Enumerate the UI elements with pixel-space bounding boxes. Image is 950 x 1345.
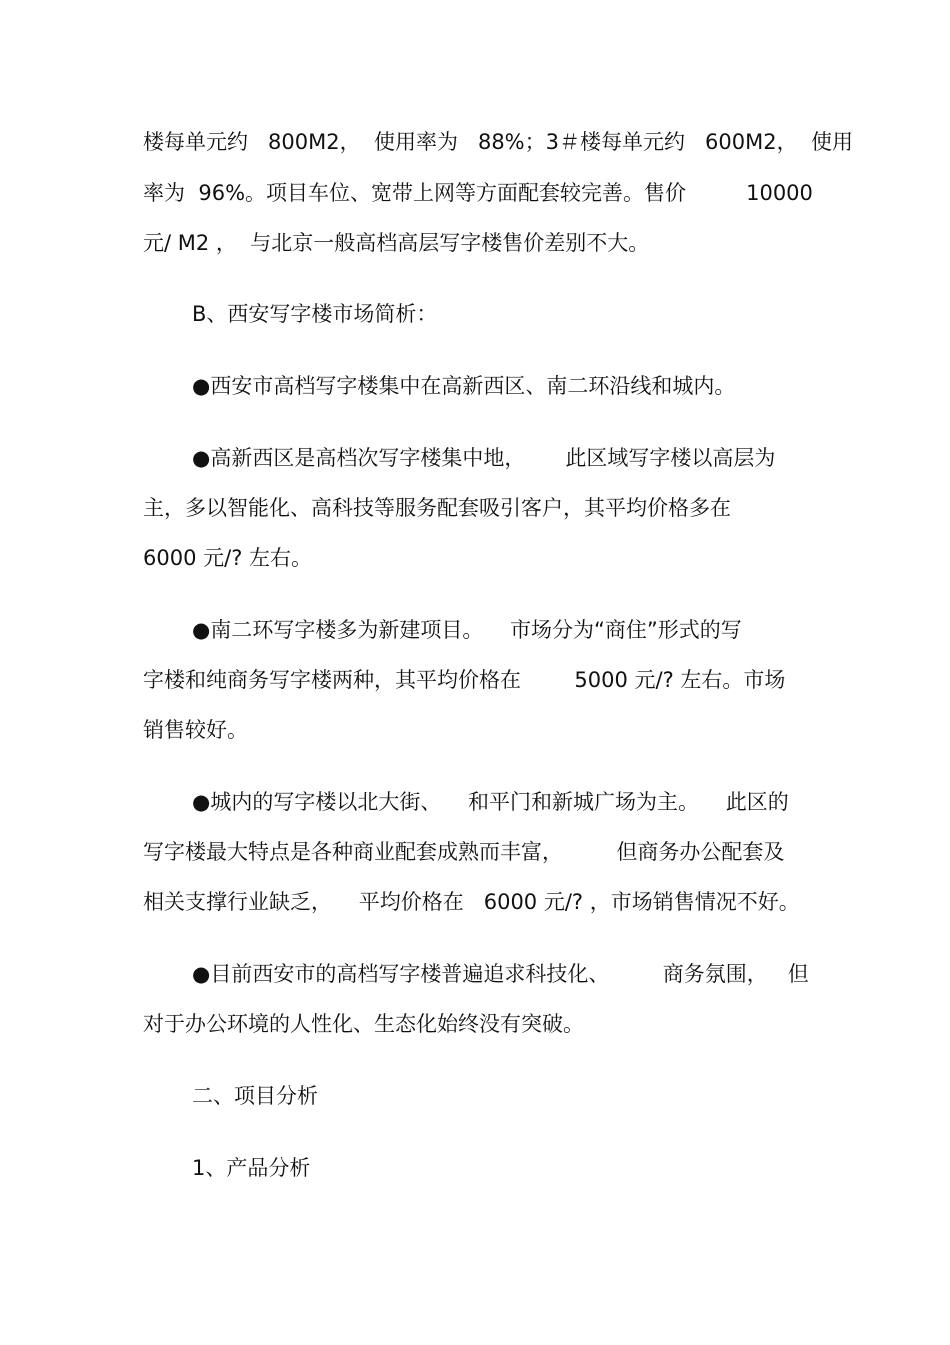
bullet-3-line-2: 字楼和纯商务写字楼两种，其平均价格在 5000 元/? 左右。市场 bbox=[143, 668, 786, 692]
bullet-4-line-1: ●城内的写字楼以北大街、 和平门和新城广场为主。 此区的 bbox=[192, 790, 789, 814]
section-heading-b: B、西安写字楼市场简析： bbox=[192, 302, 438, 326]
bullet-3-line-1: ●南二环写字楼多为新建项目。 市场分为“商住”形式的写 bbox=[192, 618, 742, 642]
para-1-line-2: 率为 96%。项目车位、宽带上网等方面配套较完善。售价 10000 bbox=[143, 181, 813, 205]
para-1-line-1: 楼每单元约 800M2， 使用率为 88%；3＃楼每单元约 600M2， 使用 bbox=[143, 130, 853, 154]
bullet-2-line-2: 主，多以智能化、高科技等服务配套吸引客户，其平均价格多在 bbox=[143, 496, 731, 520]
bullet-2-line-3: 6000 元/? 左右。 bbox=[143, 546, 313, 570]
subsection-heading-product-analysis: 1、产品分析 bbox=[192, 1156, 311, 1180]
bullet-1-line-1: ●西安市高档写字楼集中在高新西区、南二环沿线和城内。 bbox=[192, 374, 736, 398]
bullet-5-line-1: ●目前西安市的高档写字楼普遍追求科技化、 商务氛围， 但 bbox=[192, 962, 809, 986]
section-heading-project-analysis: 二、项目分析 bbox=[192, 1084, 318, 1108]
bullet-4-line-3: 相关支撑行业缺乏， 平均价格在 6000 元/? ，市场销售情况不好。 bbox=[143, 890, 800, 914]
bullet-4-line-2: 写字楼最大特点是各种商业配套成熟而丰富， 但商务办公配套及 bbox=[143, 840, 785, 864]
para-1-line-3: 元/ M2 ， 与北京一般高档高层写字楼售价差别不大。 bbox=[143, 231, 650, 255]
bullet-5-line-2: 对于办公环境的人性化、生态化始终没有突破。 bbox=[143, 1012, 584, 1036]
bullet-2-line-1: ●高新西区是高档次写字楼集中地， 此区域写字楼以高层为 bbox=[192, 446, 776, 470]
bullet-3-line-3: 销售较好。 bbox=[143, 718, 248, 742]
